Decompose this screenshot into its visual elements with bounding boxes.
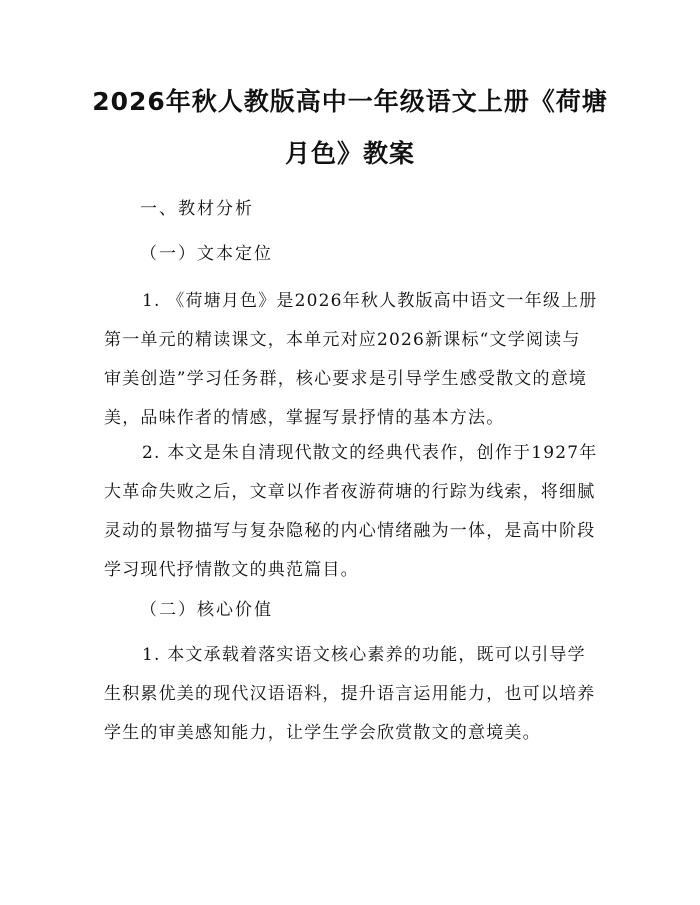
paragraph-1-line: 第一单元的精读课文，本单元对应2026新课标“文学阅读与 <box>104 330 581 350</box>
paragraph-1-line: 美，品味作者的情感，掌握写景抒情的基本方法。 <box>104 408 505 428</box>
subsection-heading-text-positioning: （一）文本定位 <box>140 244 273 264</box>
title-line-1: 2026年秋人教版高中一年级语文上册《荷塘 <box>92 87 608 116</box>
paragraph-2 <box>104 434 604 590</box>
title-line-2: 月色》教案 <box>284 139 415 168</box>
paragraph-1-line: 审美创造”学习任务群，核心要求是引导学生感受散文的意境 <box>104 369 588 389</box>
paragraph-2-line: 大革命失败之后，文章以作者夜游荷塘的行踪为线索，将细腻 <box>104 482 596 502</box>
paragraph-3-line: 生积累优美的现代汉语语料，提升语言运用能力，也可以培养 <box>104 684 596 704</box>
paragraph-3-line: 1. 本文承载着落实语文核心素养的功能，既可以引导学 <box>142 645 586 665</box>
paragraph-2-line: 2. 本文是朱自清现代散文的经典代表作，创作于1927年 <box>142 443 598 463</box>
paragraph-2-line: 灵动的景物描写与复杂隐秘的内心情绪融为一体，是高中阶段 <box>104 521 596 541</box>
paragraph-3 <box>104 636 604 753</box>
paragraph-1 <box>104 282 604 438</box>
paragraph-1-line: 1. 《荷塘月色》是2026年秋人教版高中语文一年级上册 <box>142 291 598 311</box>
section-heading-textbook-analysis: 一、教材分析 <box>140 199 254 219</box>
subsection-heading-core-value: （二）核心价值 <box>140 600 273 620</box>
document-title <box>70 76 630 180</box>
paragraph-2-line: 学习现代抒情散文的典范篇目。 <box>104 560 359 580</box>
paragraph-3-line: 学生的审美感知能力，让学生学会欣赏散文的意境美。 <box>104 723 541 743</box>
